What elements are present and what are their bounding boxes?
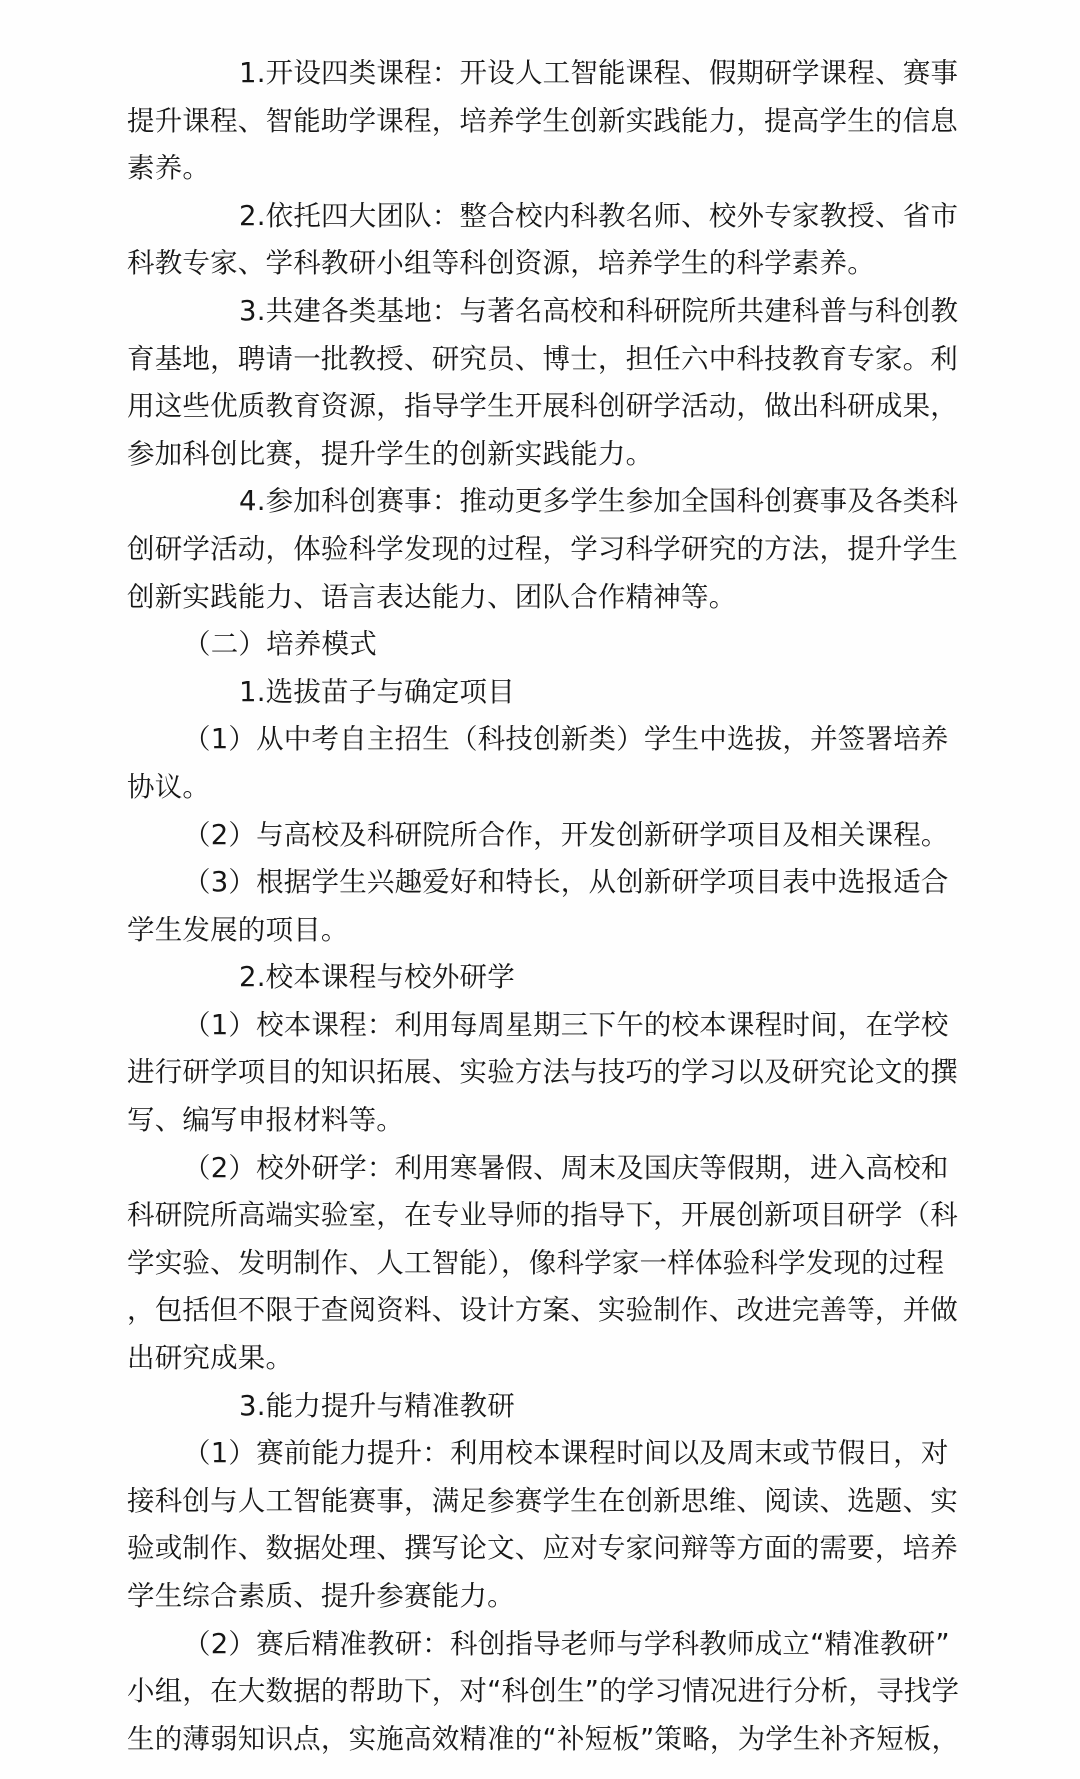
paragraph-text: 选拔苗子与确定项目 xyxy=(265,675,515,708)
section-heading-training-mode: （二）培养模式 xyxy=(183,628,377,661)
item-ability-1: （1）赛前能力提升：利用校本课程时间以及周末或节假日，对接科创与人工智能赛事，满足参赛学生在创新思维、阅读、选题、实验或制作、数据处理、撰写论文、应对专家问辩等方面的需要，培养学生综合素质、提升参赛能力。 xyxy=(127,1437,958,1612)
paragraph-four-teams xyxy=(127,193,967,288)
paragraph-text: 参加科创赛事：推动更多学生参加全国科创赛事及各类科创研学活动，体验科学发现的过程，学习科学研究的方法，提升学生创新实践能力、语言表达能力、团队合作精神等。 xyxy=(127,485,959,613)
paragraph-competitions xyxy=(127,478,967,621)
paragraph-number: 2. xyxy=(239,199,266,232)
paragraph-number: 2. xyxy=(239,961,266,994)
document-body xyxy=(127,50,967,1763)
subsection-selection xyxy=(127,669,967,717)
paragraph-number: 1. xyxy=(239,675,266,708)
paragraph-course-types xyxy=(127,50,967,193)
item-courses-2: （2）校外研学：利用寒暑假、周末及国庆等假期，进入高校和科研院所高端实验室，在专业导师的指导下，开展创新项目研学（科学实验、发明制作、人工智能），像科学家一样体验科学发现的过程，包括但不限于查阅资料、设计方案、实验制作、改进完善等，并做出研究成果。 xyxy=(127,1151,958,1375)
paragraph-text: 共建各类基地：与著名高校和科研院所共建科普与科创教育基地，聘请一批教授、研究员、博士，担任六中科技教育专家。利用这些优质教育资源，指导学生开展科创研学活动，做出科研成果，参加科创比赛，提升学生的创新实践能力。 xyxy=(127,294,959,470)
paragraph-number: 3. xyxy=(239,294,266,327)
paragraph-bases xyxy=(127,288,967,478)
paragraph-number: 1. xyxy=(239,57,266,89)
item-selection-3: （3）根据学生兴趣爱好和特长，从创新研学项目表中选报适合学生发展的项目。 xyxy=(127,866,949,946)
paragraph-number: 3. xyxy=(239,1389,266,1422)
paragraph-number: 4. xyxy=(239,485,266,518)
item-selection-1: （1）从中考自主招生（科技创新类）学生中选拔，并签署培养协议。 xyxy=(127,723,949,803)
paragraph-text: 校本课程与校外研学 xyxy=(265,961,515,994)
paragraph-text: 开设四类课程：开设人工智能课程、假期研学课程、赛事提升课程、智能助学课程，培养学生创新实践能力，提高学生的信息素养。 xyxy=(127,57,959,185)
paragraph-text: 依托四大团队：整合校内科教名师、校外专家教授、省市科教专家、学科教研小组等科创资源，培养学生的科学素养。 xyxy=(127,199,959,280)
item-selection-2: （2）与高校及科研院所合作，开发创新研学项目及相关课程。 xyxy=(183,818,949,851)
paragraph-text: 能力提升与精准教研 xyxy=(265,1389,515,1422)
subsection-ability xyxy=(127,1383,967,1431)
item-courses-1: （1）校本课程：利用每周星期三下午的校本课程时间，在学校进行研学项目的知识拓展、实验方法与技巧的学习以及研究论文的撰写、编写申报材料等。 xyxy=(127,1008,958,1137)
subsection-courses xyxy=(127,954,967,1002)
item-ability-2: （2）赛后精准教研：科创指导老师与学科教师成立“精准教研”小组，在大数据的帮助下，对“科创生”的学习情况进行分析，寻找学生的薄弱知识点，实施高效精准的“补短板”策略，为学生补齐短板， xyxy=(127,1627,960,1755)
